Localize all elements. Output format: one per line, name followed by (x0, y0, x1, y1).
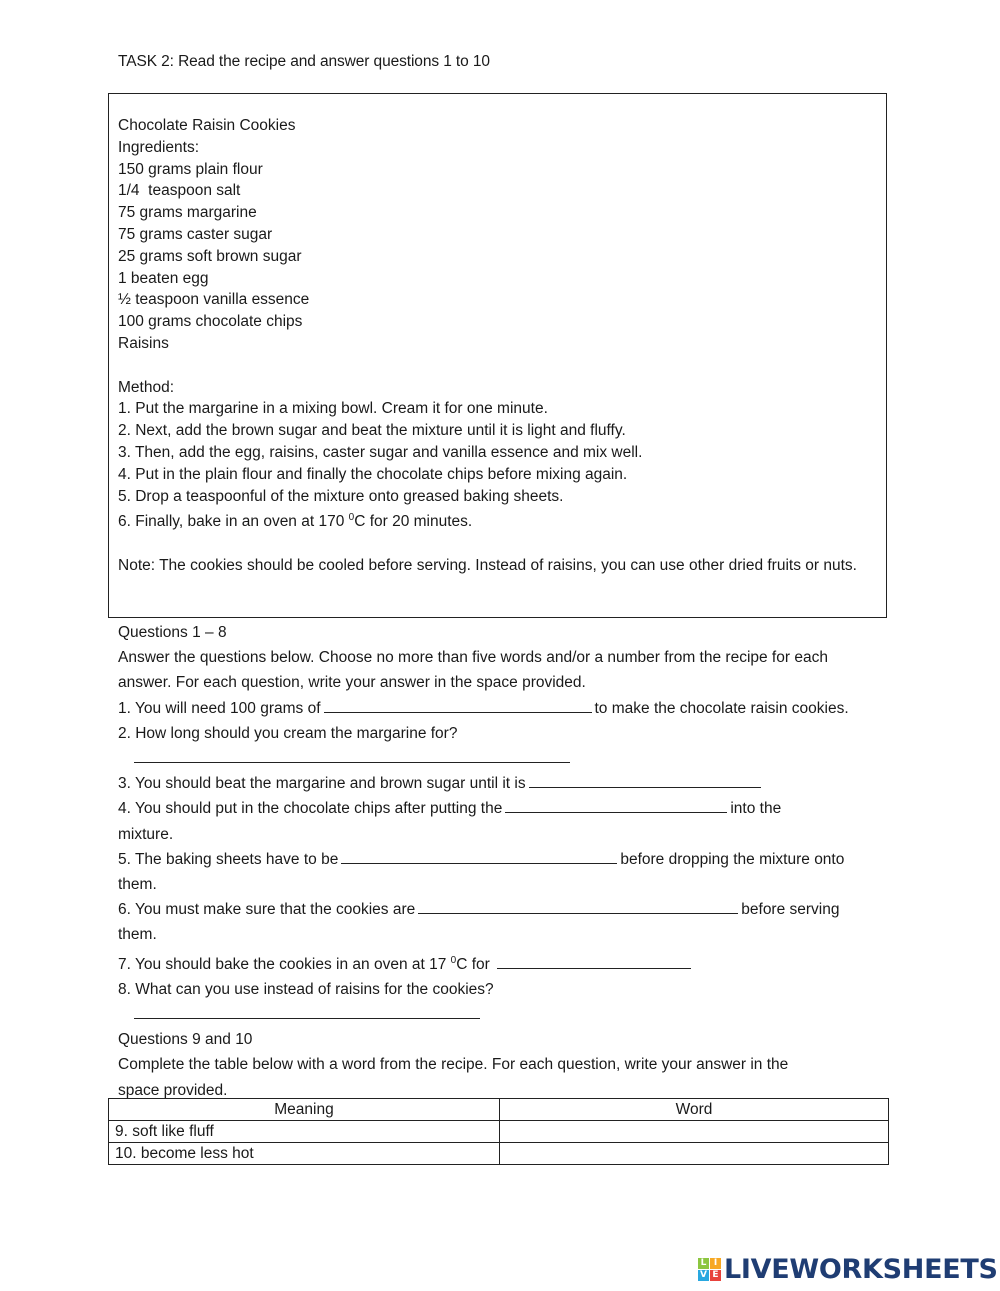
recipe-note: Note: The cookies should be cooled before serving. Instead of raisins, you can use other dried fruits or nuts. (118, 556, 857, 574)
method-step: 3. Then, add the egg, raisins, caster sugar and vanilla essence and mix well. (118, 443, 643, 461)
question-3 (118, 771, 888, 796)
method-step: 1. Put the margarine in a mixing bowl. Cream it for one minute. (118, 400, 548, 418)
answer-blank-8[interactable] (134, 1004, 480, 1019)
question-text: 7. You should bake the cookies in an oven at 17 (118, 955, 451, 973)
answer-blank-5[interactable] (341, 849, 617, 864)
questions-1-8-instructions: answer. For each question, write your answer in the space provided. (118, 674, 586, 692)
ingredient-item: Raisins (118, 334, 169, 352)
questions-9-10-heading: Questions 9 and 10 (118, 1031, 253, 1049)
logo-letter: I (710, 1258, 721, 1269)
header-meaning: Meaning (109, 1099, 500, 1121)
question-text: 4. You should put in the chocolate chips after putting the (118, 800, 503, 818)
question-text: before dropping the mixture onto (620, 850, 845, 868)
answer-table (108, 1098, 889, 1165)
question-text: 5. The baking sheets have to be (118, 850, 339, 868)
answer-cell-10[interactable] (500, 1143, 889, 1165)
question-6-wrap: them. (118, 926, 157, 944)
header-word: Word (500, 1099, 889, 1121)
question-text: 3. You should beat the margarine and brown sugar until it is (118, 775, 526, 793)
ingredient-item: 100 grams chocolate chips (118, 313, 303, 331)
logo-letter: V (698, 1270, 709, 1281)
question-1 (118, 696, 888, 721)
method-step (118, 507, 876, 533)
method-step-text: C for 20 minutes. (354, 513, 473, 531)
method-step: 4. Put in the plain flour and finally the chocolate chips before mixing again. (118, 465, 628, 483)
question-text: to make the chocolate raisin cookies. (594, 699, 849, 717)
table-row (109, 1121, 889, 1143)
question-4-wrap: mixture. (118, 825, 174, 843)
questions-9-10-instructions: Complete the table below with a word from the recipe. For each question, write your answer in the (118, 1056, 789, 1074)
ingredients-label: Ingredients: (118, 138, 199, 156)
logo-letter: E (710, 1270, 721, 1281)
questions-1-8-heading: Questions 1 – 8 (118, 624, 227, 641)
ingredient-item: 75 grams margarine (118, 204, 257, 222)
task-title: TASK 2: Read the recipe and answer questions 1 to 10 (118, 53, 490, 70)
live-grid-icon (698, 1258, 721, 1281)
question-text: before serving (741, 901, 840, 919)
question-7 (118, 948, 888, 977)
method-step-text: 6. Finally, bake in an oven at 170 (118, 513, 349, 531)
logo-text: LIVEWORKSHEETS (724, 1253, 998, 1285)
question-5-wrap: them. (118, 876, 157, 894)
method-step: 5. Drop a teaspoonful of the mixture onto greased baking sheets. (118, 487, 564, 505)
questions-9-10-instructions: space provided. (118, 1081, 228, 1099)
meaning-cell: 9. soft like fluff (109, 1121, 500, 1143)
ingredient-item: 25 grams soft brown sugar (118, 247, 302, 265)
answer-blank-4[interactable] (505, 798, 727, 813)
question-4 (118, 796, 888, 821)
question-6 (118, 897, 888, 922)
ingredient-item: 150 grams plain flour (118, 160, 263, 178)
question-text: C for (456, 955, 490, 973)
method-step: 2. Next, add the brown sugar and beat the mixture until it is light and fluffy. (118, 422, 626, 440)
answer-blank-3[interactable] (529, 773, 761, 788)
ingredient-item: 1 beaten egg (118, 269, 209, 287)
question-text: 6. You must make sure that the cookies are (118, 901, 416, 919)
answer-blank-7[interactable] (497, 954, 691, 969)
answer-cell-9[interactable] (500, 1121, 889, 1143)
table-header-row (109, 1099, 889, 1121)
meaning-cell: 10. become less hot (109, 1143, 500, 1165)
answer-blank-6[interactable] (418, 899, 738, 914)
recipe-title: Chocolate Raisin Cookies (118, 117, 296, 134)
degree-symbol: 0 (348, 512, 355, 524)
questions-1-8-instructions: Answer the questions below. Choose no more than five words and/or a number from the recipe for each (118, 649, 828, 667)
logo-letter: L (698, 1258, 709, 1269)
question-5 (118, 847, 888, 872)
questions-section (118, 620, 888, 1103)
answer-blank-2[interactable] (134, 748, 570, 763)
question-8: 8. What can you use instead of raisins for the cookies? (118, 980, 494, 998)
ingredient-item: 1/4 teaspoon salt (118, 182, 241, 200)
degree-symbol: 0 (450, 954, 457, 966)
recipe-box (108, 93, 887, 618)
question-text: into the (730, 800, 782, 818)
table-row (109, 1143, 889, 1165)
ingredient-item: 75 grams caster sugar (118, 225, 273, 243)
liveworksheets-logo (698, 1254, 998, 1284)
ingredient-item: ½ teaspoon vanilla essence (118, 291, 310, 309)
method-label: Method: (118, 378, 175, 396)
question-text: 1. You will need 100 grams of (118, 699, 321, 717)
answer-blank-1[interactable] (324, 698, 592, 713)
question-2: 2. How long should you cream the margarine for? (118, 724, 458, 742)
